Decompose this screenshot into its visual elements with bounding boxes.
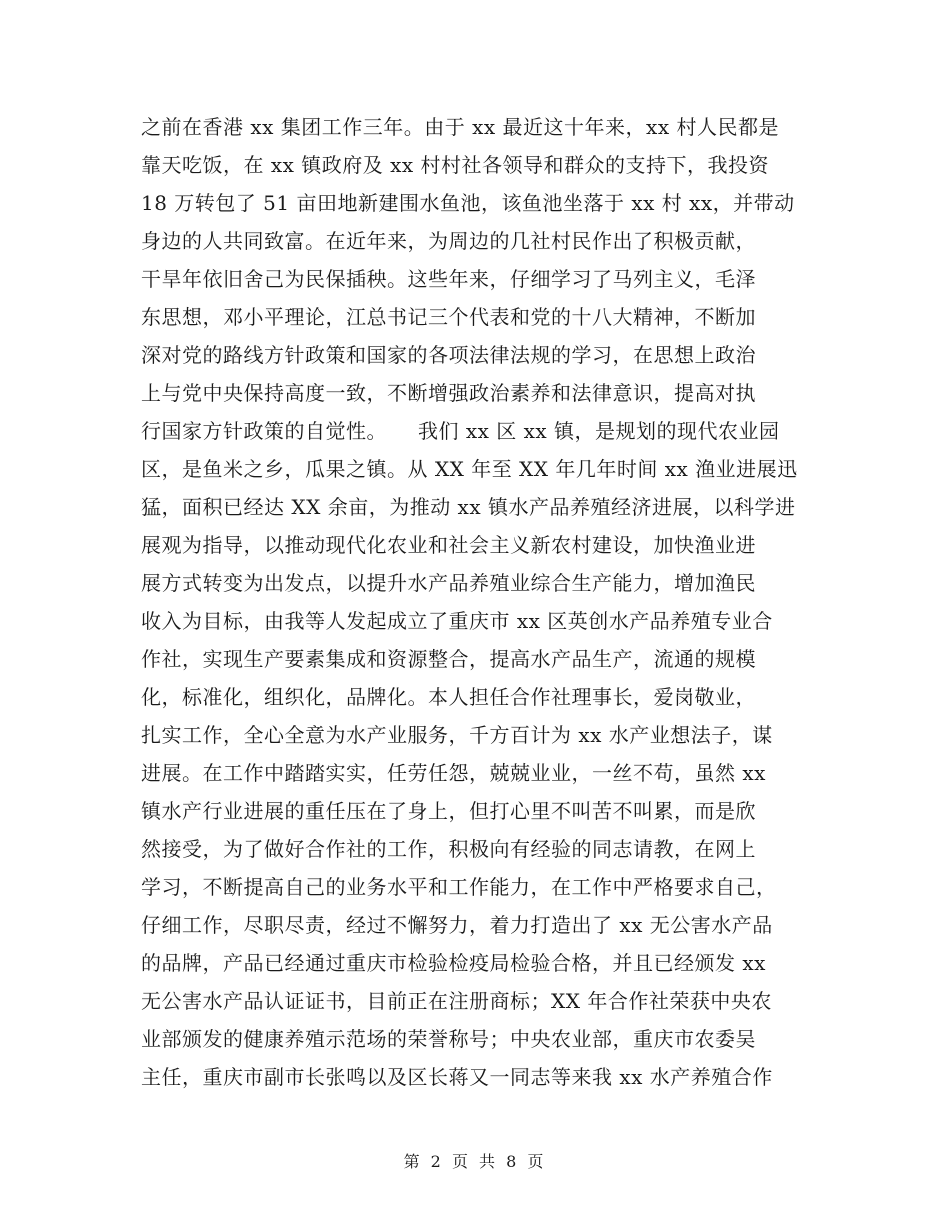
body-text <box>141 108 821 1096</box>
text-line: 东思想，邓小平理论，江总书记三个代表和党的十八大精神，不断加 <box>141 305 756 329</box>
text-line: 身边的人共同致富。在近年来，为周边的几社村民作出了积极贡献， <box>141 229 756 253</box>
text-line: 镇水产行业进展的重任压在了身上，但打心里不叫苦不叫累，而是欣 <box>141 799 756 823</box>
text-line: 然接受，为了做好合作社的工作，积极向有经验的同志请教，在网上 <box>141 837 756 861</box>
text-line: 学习，不断提高自己的业务水平和工作能力，在工作中严格要求自己， <box>141 875 777 899</box>
text-line: 的品牌，产品已经通过重庆市检验检疫局检验合格，并且已经颁发 xx <box>141 951 766 975</box>
text-line: 上与党中央保持高度一致，不断增强政治素养和法律意识，提高对执 <box>141 381 756 405</box>
text-line: 扎实工作，全心全意为水产业服务，千方百计为 xx 水产业想法子，谋 <box>141 723 773 747</box>
text-line: 展方式转变为出发点，以提升水产品养殖业综合生产能力，增加渔民 <box>141 571 756 595</box>
text-line: 收入为目标，由我等人发起成立了重庆市 xx 区英创水产品养殖专业合 <box>141 609 773 633</box>
text-line: 进展。在工作中踏踏实实，任劳任怨，兢兢业业，一丝不苟，虽然 xx <box>141 761 766 785</box>
page-footer: 第 2 页 共 8 页 <box>403 1152 547 1171</box>
text-line: 无公害水产品认证证书，目前正在注册商标；XX 年合作社荣获中央农 <box>141 989 772 1013</box>
text-line: 深对党的路线方针政策和国家的各项法律法规的学习，在思想上政治 <box>141 343 756 367</box>
text-line: 18 万转包了 51 亩田地新建围水鱼池，该鱼池坐落于 xx 村 xx，并带动 <box>141 191 795 215</box>
text-line: 区，是鱼米之乡，瓜果之镇。从 XX 年至 XX 年几年时间 xx 渔业进展迅 <box>141 457 798 481</box>
text-line: 仔细工作，尽职尽责，经过不懈努力，着力打造出了 xx 无公害水产品 <box>141 913 773 937</box>
text-line: 猛，面积已经达 XX 余亩，为推动 xx 镇水产品养殖经济进展，以科学进 <box>141 495 796 519</box>
text-line: 展观为指导，以推动现代化农业和社会主义新农村建设，加快渔业进 <box>141 533 756 557</box>
text-line: 业部颁发的健康养殖示范场的荣誉称号；中央农业部，重庆市农委吴 <box>141 1027 756 1051</box>
text-line: 之前在香港 xx 集团工作三年。由于 xx 最近这十年来，xx 村人民都是 <box>141 115 779 139</box>
text-line: 干旱年依旧舍己为民保插秧。这些年来，仔细学习了马列主义，毛泽 <box>141 267 756 291</box>
text-line: 主任，重庆市副市长张鸣以及区长蒋又一同志等来我 xx 水产养殖合作 <box>141 1065 773 1089</box>
text-line: 作社，实现生产要素集成和资源整合，提高水产品生产，流通的规模 <box>141 647 756 671</box>
text-line: 行国家方针政策的自觉性。 我们 xx 区 xx 镇，是规划的现代农业园 <box>141 419 780 443</box>
text-line: 化，标准化，组织化，品牌化。本人担任合作社理事长，爱岗敬业， <box>141 685 756 709</box>
text-line: 靠天吃饭，在 xx 镇政府及 xx 村村社各领导和群众的支持下，我投资 <box>141 153 770 177</box>
